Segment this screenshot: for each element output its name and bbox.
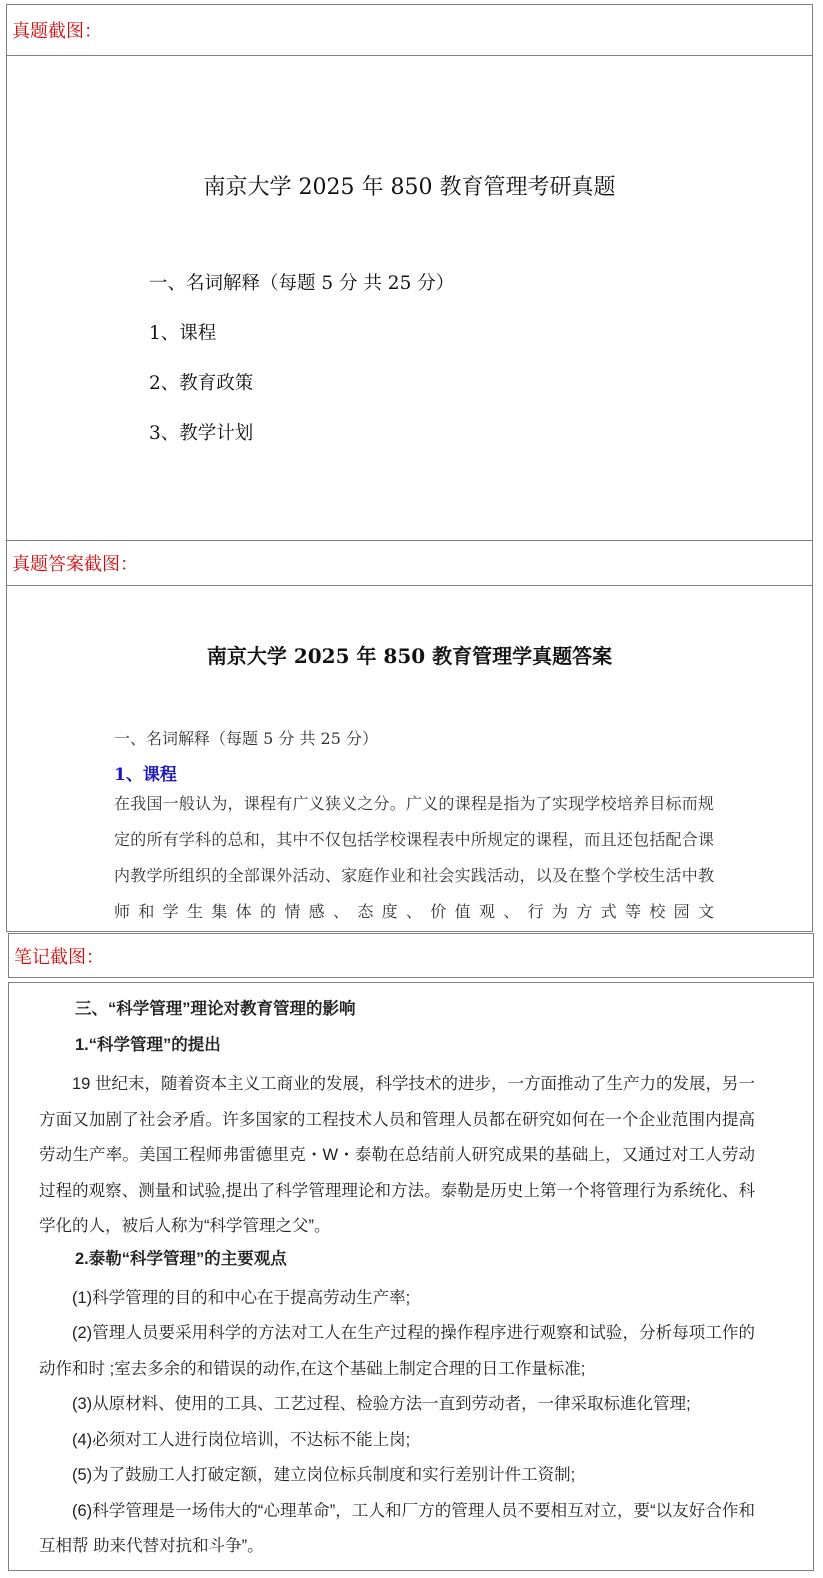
question-screenshot-panel	[6, 55, 813, 541]
notes-paragraph: 19 世纪末，随着资本主义工商业的发展，科学技术的进步，一方面推动了生产力的发展，另一方面又加剧了社会矛盾。许多国家的工程技术人员和管理人员都在研究如何在一个企业范围内提高劳动生产率。美国工程师弗雷德里克・W・泰勒在总结前人研究成果的基础上，又通过对工人劳动过程的观察、测量和试验,提出了科学管理理论和方法。泰勒是历史上第一个将管理行为系统化、科学化的人，被后人称为“科学管理之父”。	[39, 1075, 755, 1235]
question-screenshot-label-box	[6, 4, 813, 56]
notes-point: (5)为了鼓励工人打破定额，建立岗位标兵制度和实行差别计件工资制;	[72, 1466, 576, 1484]
question-screenshot-label: 真题截图：	[12, 21, 102, 42]
notes-subheading: 1.“科学管理”的提出	[75, 1036, 221, 1054]
question-item: 3、教学计划	[149, 423, 254, 444]
question-title: 南京大学 2025 年 850 教育管理考研真题	[203, 175, 616, 200]
notes-point: (4)必须对工人进行岗位培训，不达标不能上岗;	[72, 1430, 411, 1449]
answer-section-heading: 一、名词解释（每题 5 分 共 25 分）	[114, 729, 378, 748]
notes-point: (1)科学管理的目的和中心在于提高劳动生产率;	[72, 1288, 411, 1307]
notes-content	[39, 995, 755, 1565]
answer-screenshot-panel	[6, 585, 813, 932]
notes-subheading: 2.泰勒“科学管理”的主要观点	[75, 1249, 287, 1268]
question-item: 1、课程	[149, 323, 217, 344]
notes-heading: 三、“科学管理”理论对教育管理的影响	[75, 1000, 356, 1018]
answer-term-heading: 1、课程	[114, 765, 177, 785]
notes-point: (2)管理人员要采用科学的方法对工人在生产过程的操作程序进行观察和试验，分析每项工作的动作和时 ;室去多余的和错误的动作,在这个基础上制定合理的日工作量标准;	[39, 1324, 755, 1378]
notes-screenshot-label-box	[8, 933, 814, 978]
answer-screenshot-label-box	[6, 540, 813, 586]
notes-point: (6)科学管理是一场伟大的“心理革命”，工人和厂方的管理人员不要相互对立，要“以友好合作和互相帮 助来代替对抗和斗争”。	[39, 1501, 755, 1555]
notes-point: (3)从原材料、使用的工具、工艺过程、检验方法一直到劳动者，一律采取标進化管理;	[72, 1395, 691, 1413]
question-item: 2、教育政策	[149, 373, 254, 394]
question-section-heading: 一、名词解释（每题 5 分 共 25 分）	[149, 273, 455, 294]
answer-screenshot-label: 真题答案截图：	[12, 554, 138, 575]
answer-paragraph: 在我国一般认为，课程有广义狭义之分。广义的课程是指为了实现学校培养目标而规定的所有学科的总和，其中不仅包括学校课程表中所规定的课程，而且还包括配合课内教学所组织的全部课外活动、家庭作业和社会实践活动，以及在整个学校生活中教师和学生集体的情感、态度、价值观、行为方式等校园文	[114, 794, 714, 921]
notes-screenshot-panel	[8, 982, 814, 1571]
answer-title: 南京大学 2025 年 850 教育管理学真题答案	[206, 644, 613, 668]
notes-screenshot-label: 笔记截图：	[14, 946, 104, 968]
